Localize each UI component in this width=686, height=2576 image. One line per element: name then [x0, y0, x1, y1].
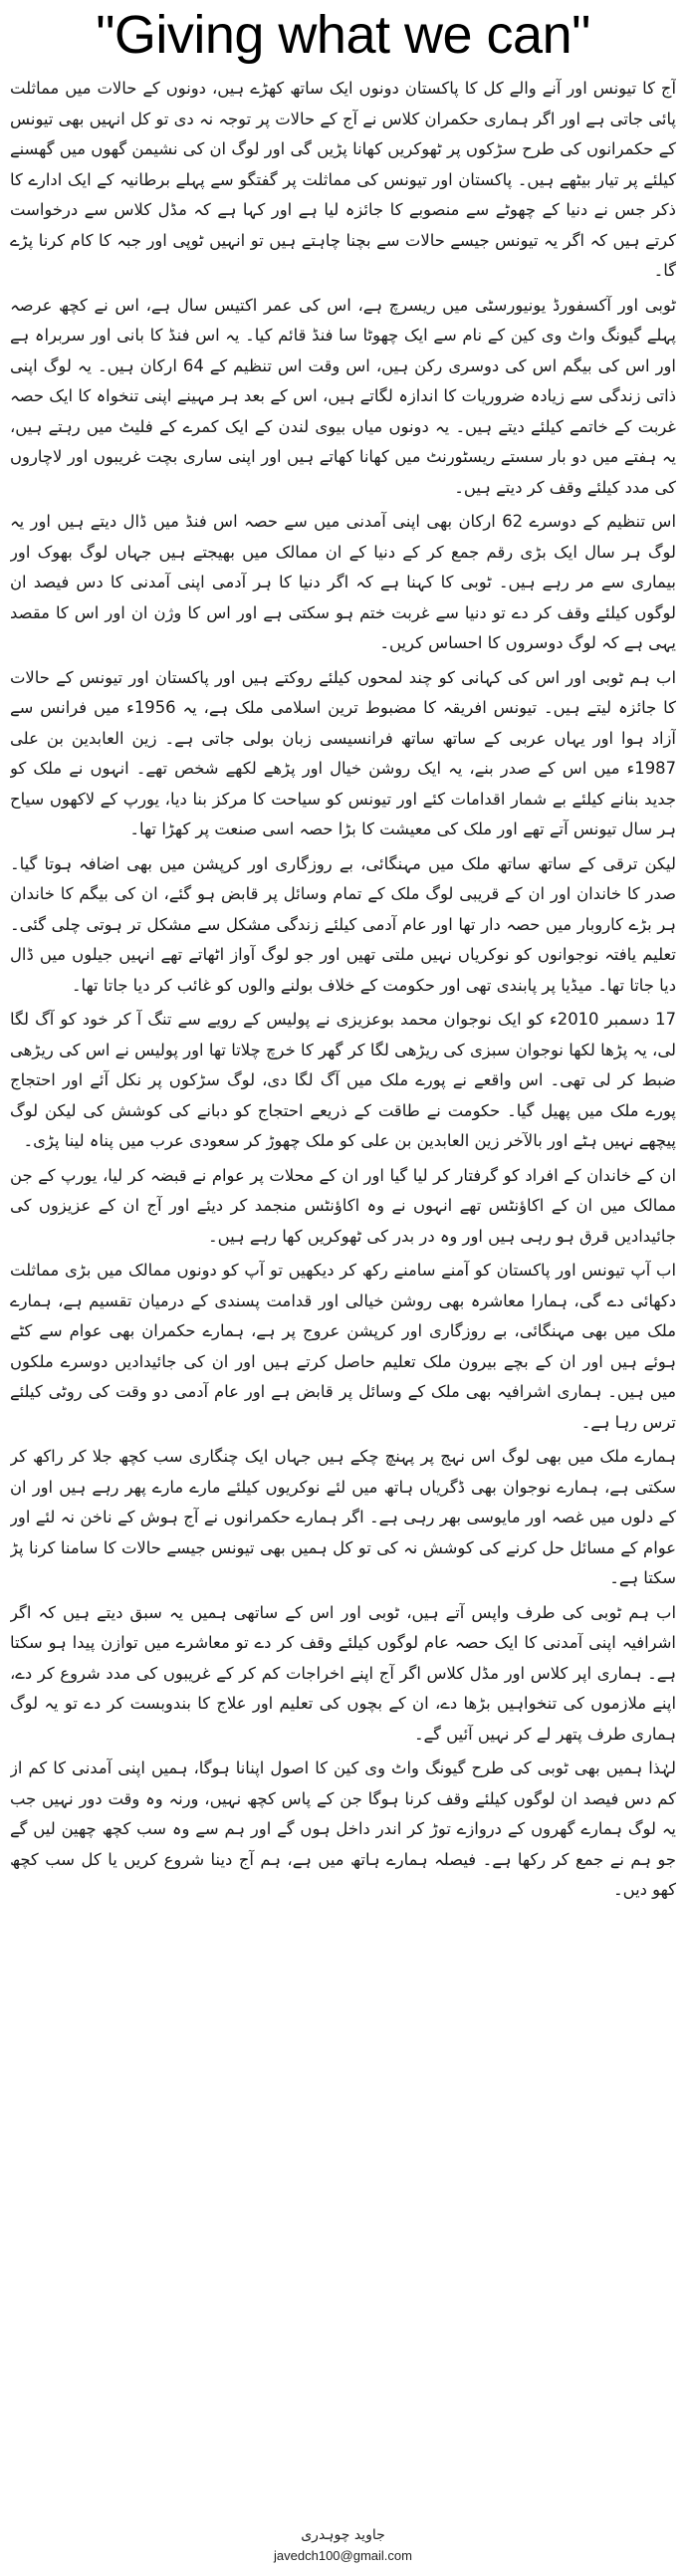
paragraph: ٹوبی اور آکسفورڈ یونیورسٹی میں ریسرچ ہے، اس کی عمر اکتیس سال ہے، اس نے کچھ عرصہ پہلے گیونگ واٹ وی کین کے نام سے ایک چھوٹا سا فنڈ قائم کیا۔ یہ اس فنڈ کا بانی اور سربراہ ہے اور اس کی بیگم اس کی دوسری رکن ہیں، اس وقت اس تنظیم کے 64 ارکان ہیں۔ یہ لوگ اپنی ذاتی زندگی سے زیادہ ضروریات کا اندازہ لگاتے ہیں، اس کے بعد ہر مہینے اپنی تنخواہ کا ایک حصہ غربت کے خاتمے کیلئے دیتے ہیں۔ یہ دونوں میاں بیوی لندن کے ایک کمرے کے فلیٹ میں رہتے ہیں، یہ ہفتے میں دو بار سستے ریسٹورنٹ میں کھانا کھاتے ہیں اور اپنی ساری بچت غریبوں اور لاچاروں کی مدد کیلئے وقف کر دیتے ہیں۔: [10, 295, 676, 497]
paragraph: اس تنظیم کے دوسرے 62 ارکان بھی اپنی آمدنی میں سے حصہ اس فنڈ میں ڈال دیتے ہیں اور یہ لوگ ہر سال ایک بڑی رقم جمع کر کے دنیا کے ان ممالک میں بھیجتے ہیں جہاں لوگ بھوک اور بیماری سے مر رہے ہیں۔ ٹوبی کا کہنا ہے کہ اگر دنیا کا ہر آدمی اپنی آمدنی کا دس فیصد ان لوگوں کیلئے وقف کر دے تو دنیا سے غربت ختم ہو سکتی ہے اور اس کا وژن ان اور اس کا مقصد یہی ہے کہ لوگ دوسروں کا احساس کریں۔: [10, 512, 676, 652]
paragraph: اب ہم ٹوبی کی طرف واپس آتے ہیں، ٹوبی اور اس کے ساتھی ہمیں یہ سبق دیتے ہیں کہ اگر اشرافیہ اپنی آمدنی کا ایک حصہ عام لوگوں کیلئے وقف کر دے تو معاشرے میں توازن پیدا ہو سکتا ہے۔ ہماری اپر کلاس اور مڈل کلاس اگر آج اپنے اخراجات کم کر کے غریبوں کی مدد شروع کر دے، اپنے ملازموں کی تنخواہیں بڑھا دے، ان کے بچوں کی تعلیم اور علاج کا بندوبست کر دے تو یہ لوگ ہماری طرف پتھر لے کر نہیں آئیں گے۔: [10, 1602, 676, 1744]
column-body: [10, 74, 676, 2513]
paragraph: اب آپ تیونس اور پاکستان کو آمنے سامنے رکھ کر دیکھیں تو آپ کو دونوں ممالک میں بڑی مماثلت دکھائی دے گی، ہمارا معاشرہ بھی روشن خیالی اور قدامت پسندی کے درمیان تقسیم ہے، ہمارے ملک میں بھی مہنگائی، بے روزگاری اور کرپشن عروج پر ہے، ہمارے حکمران بھی عوام سے کٹے ہوئے ہیں اور ان کے بچے بیرون ملک تعلیم حاصل کرتے ہیں اور ان کی جائیدادیں دوسرے ملکوں میں ہیں۔ ہماری اشرافیہ بھی ملک کے وسائل پر قابض ہے اور عام آدمی دو وقت کی روٹی کیلئے ترس رہا ہے۔: [10, 1261, 676, 1432]
paragraph: لہٰذا ہمیں بھی ٹوبی کی طرح گیونگ واٹ وی کین کا اصول اپنانا ہوگا، ہمیں اپنی آمدنی کا کم از کم دس فیصد ان لوگوں کیلئے وقف کرنا ہوگا جن کے پاس کچھ نہیں، ورنہ وہ وقت دور نہیں جب یہ لوگ ہمارے گھروں کے دروازے توڑ کر اندر داخل ہوں گے اور ہم سے وہ سب کچھ چھین لیں گے جو ہم نے جمع کر رکھا ہے۔ فیصلہ ہمارے ہاتھ میں ہے، ہم آج دینا شروع کریں یا کل سب کچھ کھو دیں۔: [10, 1758, 676, 1899]
paragraph: 17 دسمبر 2010ء کو ایک نوجوان محمد بوعزیزی نے پولیس کے رویے سے تنگ آ کر خود کو آگ لگا لی، یہ پڑھا لکھا نوجوان سبزی کی ریڑھی لگا کر گھر کا خرچ چلاتا تھا اور پولیس نے اس کی ریڑھی ضبط کر لی تھی۔ اس واقعے نے پورے ملک میں آگ لگا دی، لوگ سڑکوں پر نکل آئے اور احتجاج پورے ملک میں پھیل گیا۔ حکومت نے طاقت کے ذریعے احتجاج کو دبانے کی کوشش کی لیکن لوگ پیچھے نہیں ہٹے اور بالآخر زین العابدین بن علی کو ملک چھوڑ کر سعودی عرب میں پناہ لینا پڑی۔: [10, 1010, 676, 1150]
author-signature: [0, 2524, 686, 2574]
paragraph: ان کے خاندان کے افراد کو گرفتار کر لیا گیا اور ان کے محلات پر عوام نے قبضہ کر لیا، یورپ کے جن ممالک میں ان کے اکاؤنٹس تھے انہوں نے وہ اکاؤنٹس منجمد کر دیئے اور آج ان کے عزیزوں کی جائیدادیں قرق ہو رہی ہیں اور وہ در بدر کی ٹھوکریں کھا رہے ہیں۔: [10, 1165, 676, 1246]
paragraph: اب ہم ٹوبی اور اس کی کہانی کو چند لمحوں کیلئے روکتے ہیں اور پاکستان اور تیونس کے حالات کا جائزہ لیتے ہیں۔ تیونس افریقہ کا مضبوط ترین اسلامی ملک ہے، یہ 1956ء میں فرانس سے آزاد ہوا اور یہاں عربی کے ساتھ ساتھ فرانسیسی زبان بولی جاتی ہے۔ زین العابدین بن علی 1987ء میں اس کے صدر بنے، یہ ایک روشن خیال اور پڑھے لکھے شخص تھے۔ انہوں نے ملک کو جدید بنانے کیلئے بے شمار اقدامات کئے اور تیونس کو سیاحت کا مرکز بنا دیا، یورپ کے لاکھوں سیاح ہر سال تیونس آتے تھے اور ملک کی معیشت کا بڑا حصہ اسی صنعت پر کھڑا تھا۔: [10, 667, 676, 838]
paragraph: لیکن ترقی کے ساتھ ساتھ ملک میں مہنگائی، بے روزگاری اور کرپشن میں بھی اضافہ ہوتا گیا۔ صدر کا خاندان اور ان کے قریبی لوگ ملک کے تمام وسائل پر قابض ہو گئے، ان کی بیگم کا خاندان ہر بڑے کاروبار میں حصہ دار تھا اور عام آدمی کیلئے زندگی مشکل سے مشکل تر ہوتی چلی گئی۔ تعلیم یافتہ نوجوانوں کو نوکریاں نہیں ملتی تھیں اور جو لوگ آواز اٹھاتے تھے انہیں جیلوں میں ڈال دیا جاتا تھا۔ میڈیا پر پابندی تھی اور حکومت کے خلاف بولنے والوں کو غائب کر دیا جاتا تھا۔: [10, 853, 676, 995]
author-name: جاوید چوہدری: [301, 2527, 385, 2543]
author-email[interactable]: javedch100@gmail.com: [274, 2548, 412, 2563]
paragraph: ہمارے ملک میں بھی لوگ اس نہج پر پہنچ چکے ہیں جہاں ایک چنگاری سب کچھ جلا کر راکھ کر سکتی ہے، ہمارے نوجوان بھی ڈگریاں ہاتھ میں لئے نوکریوں کیلئے مارے مارے پھر رہے ہیں اور ان کے دلوں میں غصہ اور مایوسی بھر رہی ہے۔ اگر ہمارے حکمرانوں نے آج ہوش کے ناخن نہ لئے اور عوام کے مسائل حل کرنے کی کوشش نہ کی تو کل ہمیں بھی تیونس جیسے حالات کا سامنا کرنا پڑ سکتا ہے۔: [10, 1447, 676, 1587]
column-headline: "Giving what we can": [96, 5, 590, 65]
paragraph: آج کا تیونس اور آنے والے کل کا پاکستان دونوں ایک ساتھ کھڑے ہیں، دونوں کے حالات میں مماثلت پائی جاتی ہے اور اگر ہماری حکمران کلاس نے آج کے حالات پر توجہ نہ دی تو کل انہیں بھی تیونس کے حکمرانوں کی طرح سڑکوں پر ٹھوکریں کھانا پڑیں گی اور لوگ ان کی نشیمن گھوں میں گھسنے کیلئے پر تیار بیٹھے ہیں۔ پاکستان اور تیونس کی مماثلت پر گفتگو سے پہلے برطانیہ کے ایک ادارے کا ذکر جس نے دنیا کے چھوٹے سے منصوبے کا جائزہ لیا ہے اور کہا ہے کہ مڈل کلاس سے درخواست کرتے ہیں کہ اگر یہ تیونس جیسے حالات سے بچنا چاہتے ہیں تو انہیں ٹوپی اور جبہ کا کام کرنا پڑے گا۔: [10, 79, 676, 280]
